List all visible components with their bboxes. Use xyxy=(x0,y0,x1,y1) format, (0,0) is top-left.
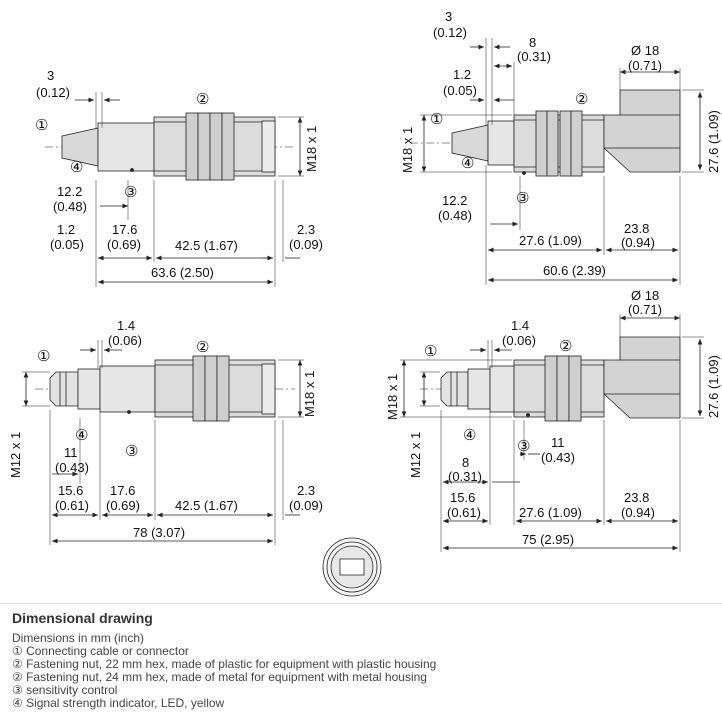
callout-4: ④ xyxy=(461,155,475,172)
dim-label: (0.71) xyxy=(628,302,662,317)
thread-label: M18 x 1 xyxy=(304,125,319,172)
dim-label: (0.09) xyxy=(289,498,323,513)
dim-label: 60.6 (2.39) xyxy=(543,263,606,278)
dim-label: 23.8 xyxy=(624,490,650,505)
dim-label: 12.2 xyxy=(57,184,83,199)
dim-label: 2.3 xyxy=(297,483,316,498)
dim-label: (0.94) xyxy=(621,505,655,520)
dim-label: (0.05) xyxy=(443,83,477,98)
dim-label: (0.12) xyxy=(36,85,70,100)
thread-label: M18 x 1 xyxy=(400,126,415,173)
callout-3: ③ xyxy=(516,190,530,207)
callout-3: ③ xyxy=(124,184,138,201)
dim-label: (0.61) xyxy=(447,505,481,520)
dim-label: 15.6 xyxy=(58,483,84,498)
dim-label: (0.31) xyxy=(448,469,482,484)
labels-bottom-left xyxy=(8,318,323,540)
callout-2: ② xyxy=(196,339,210,356)
dim-label: 23.8 xyxy=(624,221,650,236)
dim-label: 8 xyxy=(462,455,470,470)
dim-label: (0.31) xyxy=(517,49,551,64)
callout-4: ④ xyxy=(463,427,477,444)
callout-4: ④ xyxy=(75,427,89,444)
callout-4: ④ xyxy=(70,159,84,176)
dim-label: 3 xyxy=(47,68,55,83)
dim-label: 8 xyxy=(529,35,537,50)
callout-1: ① xyxy=(430,111,444,128)
dim-label: 3 xyxy=(445,9,453,24)
thread-label: M18 x 1 xyxy=(385,373,400,420)
front-view xyxy=(323,538,381,596)
callout-1: ① xyxy=(37,348,51,365)
dim-label: 27.6 (1.09) xyxy=(519,233,582,248)
callout-3: ③ xyxy=(517,438,531,455)
caption-item: ② Fastening nut, 22 mm hex, made of plastic for equipment with plastic housing xyxy=(12,657,437,671)
dim-label: 11 xyxy=(551,435,565,450)
dim-label: Ø 18 xyxy=(631,43,660,58)
dim-label: 75 (2.95) xyxy=(522,532,575,547)
dim-label: 1.4 xyxy=(117,318,136,333)
callout-2: ② xyxy=(559,338,573,355)
dim-label: 42.5 (1.67) xyxy=(175,238,238,253)
dim-label: (0.48) xyxy=(438,208,472,223)
callout-1: ① xyxy=(35,117,49,134)
callout-1: ① xyxy=(424,343,438,360)
thread-label: M12 x 1 xyxy=(8,431,23,478)
caption-item: ① Connecting cable or connector xyxy=(12,644,189,658)
dim-label: (0.43) xyxy=(541,450,575,465)
dim-label: 1.4 xyxy=(511,318,530,333)
dim-label: 17.6 xyxy=(112,222,138,237)
dim-label: 11 xyxy=(64,445,78,460)
dim-label: 15.6 xyxy=(450,490,476,505)
caption-title: Dimensional drawing xyxy=(12,610,153,626)
dim-label: 78 (3.07) xyxy=(133,525,186,540)
dim-label: (0.09) xyxy=(289,237,323,252)
dim-label: (0.06) xyxy=(108,333,142,348)
dim-label: 1.2 xyxy=(57,222,76,237)
dim-label: (0.69) xyxy=(106,498,140,513)
dim-label: 42.5 (1.67) xyxy=(175,498,238,513)
callout-2: ② xyxy=(196,91,210,108)
caption-item: ② Fastening nut, 24 mm hex, made of metal for equipment with metal housing xyxy=(12,670,427,684)
dim-label: (0.71) xyxy=(628,58,662,73)
caption-units: Dimensions in mm (inch) xyxy=(12,631,145,645)
dim-label: (0.43) xyxy=(55,460,89,475)
dim-label: (0.61) xyxy=(55,498,89,513)
dim-label: (0.12) xyxy=(433,25,467,40)
dim-label: 27.6 (1.09) xyxy=(519,505,582,520)
view-top-left xyxy=(45,92,304,287)
dim-label: (0.06) xyxy=(502,333,536,348)
caption-item: ④ Signal strength indicator, LED, yellow xyxy=(12,696,225,710)
callout-3: ③ xyxy=(125,443,139,460)
caption-block xyxy=(12,610,712,710)
callout-2: ② xyxy=(575,91,589,108)
view-bottom-left xyxy=(22,340,304,545)
thread-label: M18 x 1 xyxy=(302,370,317,417)
dim-label: 1.2 xyxy=(453,67,472,82)
dim-label: (0.94) xyxy=(621,235,655,250)
thread-label: M12 x 1 xyxy=(408,431,423,478)
dim-label: 2.3 xyxy=(297,222,316,237)
caption-item: ③ sensitivity control xyxy=(12,683,118,697)
dim-label: (0.69) xyxy=(107,237,141,252)
dim-label: (0.05) xyxy=(50,237,84,252)
dim-label: (0.48) xyxy=(53,199,87,214)
dim-label: 17.6 xyxy=(110,483,136,498)
dim-label: 12.2 xyxy=(442,193,468,208)
dim-label: Ø 18 xyxy=(631,288,660,303)
height-label: 27.6 (1.09) xyxy=(706,110,721,173)
dim-label: 63.6 (2.50) xyxy=(151,265,214,280)
separator xyxy=(0,603,722,604)
height-label: 27.6 (1.09) xyxy=(706,355,721,418)
